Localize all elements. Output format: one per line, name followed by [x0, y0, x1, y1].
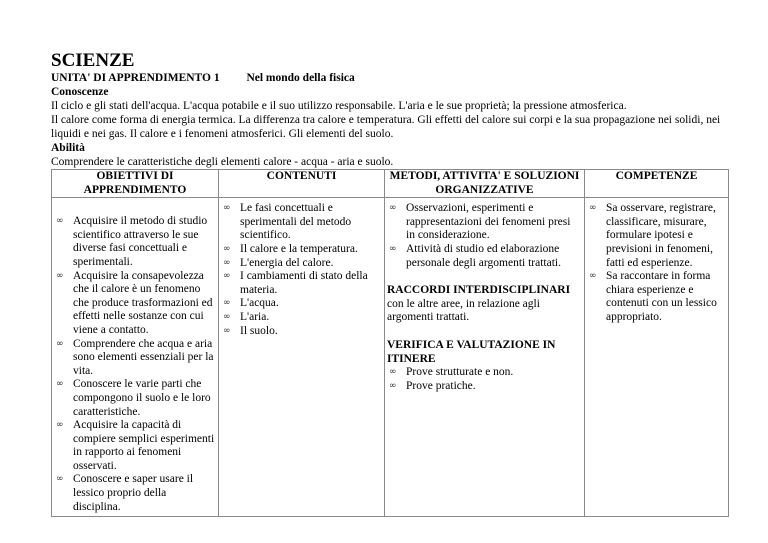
list-item [54, 473, 216, 514]
bullet-infinity-icon: ∞ [589, 203, 597, 214]
table-header-row [52, 170, 729, 198]
list-item [54, 338, 216, 379]
list-item-text: Conoscere le varie parti che compongono il suolo e le loro caratteristiche. [73, 378, 211, 418]
competences-cell [585, 198, 729, 517]
bullet-infinity-icon: ∞ [389, 367, 397, 378]
list-item-text: Il calore e la temperatura. [240, 242, 358, 255]
list-item-text: Il suolo. [240, 324, 278, 337]
bullet-infinity-icon: ∞ [389, 380, 397, 391]
objectives-list [54, 215, 216, 514]
skills-text: Comprendere le caratteristiche degli elementi calore - acqua - aria e suolo. [51, 156, 394, 168]
bullet-infinity-icon: ∞ [56, 379, 64, 390]
list-item [54, 419, 216, 473]
list-item [387, 380, 582, 394]
verification-list [387, 366, 582, 393]
list-item [221, 325, 382, 339]
header-contents: CONTENUTI [219, 170, 385, 198]
list-item-text: Acquisire la consapevolezza che il calore è un fenomeno che produce trasformazioni ed effetti nelle sostanze con cui viene a contatto. [73, 269, 213, 336]
list-item-text: Acquisire il metodo di studio scientifico attraverso le sue diverse fasi concettuali e sperimentali. [73, 215, 208, 268]
list-item-text: Conoscere e saper usare il lessico proprio della disciplina. [73, 473, 194, 513]
list-item-text: Osservazioni, esperimenti e rappresentazioni dei fenomeni presi in considerazione. [406, 202, 571, 242]
document-title: SCIENZE [51, 50, 135, 71]
bullet-infinity-icon: ∞ [223, 298, 231, 309]
table-row [52, 198, 729, 517]
list-item [221, 311, 382, 325]
list-item [221, 270, 382, 297]
methods-cell [385, 198, 585, 517]
unit-subtitle: Nel mondo della fisica [246, 72, 355, 84]
verification-heading: VERIFICA E VALUTAZIONE IN ITINERE [387, 338, 556, 365]
list-item-text: Sa osservare, registrare, classificare, misurare, formulare ipotesi e previsioni in fenomeni, fatti ed esperienze. [606, 202, 716, 269]
list-item-text: L'aria. [240, 310, 270, 323]
knowledge-line: Il calore come forma di energia termica. La differenza tra calore e temperatura. Gli effetti del calore sui corpi e la sua propagazione nei solidi, nei liquidi e nei gas. Il calore e i fenomeni atmosferici. Gli elementi del suolo. [51, 114, 721, 140]
objectives-cell [52, 198, 219, 517]
list-item-text: Sa raccontare in forma chiara esperienze e contenuti con un lessico appropriato. [606, 270, 717, 323]
learning-table [51, 169, 729, 517]
list-item [587, 202, 726, 270]
bullet-infinity-icon: ∞ [56, 338, 64, 349]
list-item [587, 270, 726, 324]
knowledge-line: Il ciclo e gli stati dell'acqua. L'acqua potabile e il suo utilizzo responsabile. L'aria e le sue proprietà; la pressione atmosferica. [51, 100, 627, 112]
bullet-infinity-icon: ∞ [223, 325, 231, 336]
list-item-text: Acquisire la capacità di compiere semplici esperimenti in rapporto ai fenomeni osservati. [73, 419, 215, 472]
list-item [54, 378, 216, 419]
header-methods: METODI, ATTIVITA' E SOLUZIONI ORGANIZZATIVE [385, 170, 585, 198]
list-item [54, 270, 216, 338]
list-item [387, 202, 582, 243]
bullet-infinity-icon: ∞ [56, 216, 64, 227]
unit-label: UNITA' DI APPRENDIMENTO 1 [51, 72, 220, 84]
list-item-text: Comprendere che acqua e aria sono elementi essenziali per la vita. [73, 337, 214, 377]
interdisciplinary-heading: RACCORDI INTERDISCIPLINARI [387, 284, 571, 297]
unit-header [51, 71, 751, 85]
bullet-infinity-icon: ∞ [223, 311, 231, 322]
header-competences: COMPETENZE [585, 170, 729, 198]
contents-list [221, 202, 382, 338]
bullet-infinity-icon: ∞ [389, 243, 397, 254]
list-item [54, 215, 216, 269]
bullet-infinity-icon: ∞ [56, 474, 64, 485]
list-item [221, 243, 382, 257]
bullet-infinity-icon: ∞ [589, 271, 597, 282]
bullet-infinity-icon: ∞ [223, 243, 231, 254]
bullet-infinity-icon: ∞ [223, 271, 231, 282]
contents-cell [219, 198, 385, 517]
list-item [387, 366, 582, 380]
list-item [387, 243, 582, 270]
list-item-text: Prove strutturate e non. [406, 366, 514, 379]
bullet-infinity-icon: ∞ [56, 270, 64, 281]
list-item-text: Attività di studio ed elaborazione personale degli argomenti trattati. [406, 242, 561, 269]
list-item [221, 257, 382, 271]
skills-heading: Abilità [51, 142, 85, 154]
list-item-text: L'energia del calore. [240, 256, 334, 269]
header-objectives: OBIETTIVI DI APPRENDIMENTO [52, 170, 219, 198]
bullet-infinity-icon: ∞ [223, 203, 231, 214]
competences-list [587, 202, 726, 324]
bullet-infinity-icon: ∞ [56, 420, 64, 431]
list-item-text: I cambiamenti di stato della materia. [240, 270, 368, 296]
list-item [221, 202, 382, 243]
bullet-infinity-icon: ∞ [223, 257, 231, 268]
list-item [221, 297, 382, 311]
interdisciplinary-text: con le altre aree, in relazione agli argomenti trattati. [387, 297, 540, 324]
list-item-text: Le fasi concettuali e sperimentali del metodo scientifico. [240, 202, 352, 242]
bullet-infinity-icon: ∞ [389, 203, 397, 214]
knowledge-heading: Conoscenze [51, 86, 109, 98]
list-item-text: L'acqua. [240, 297, 279, 310]
list-item-text: Prove pratiche. [406, 379, 476, 392]
methods-list [387, 202, 582, 270]
